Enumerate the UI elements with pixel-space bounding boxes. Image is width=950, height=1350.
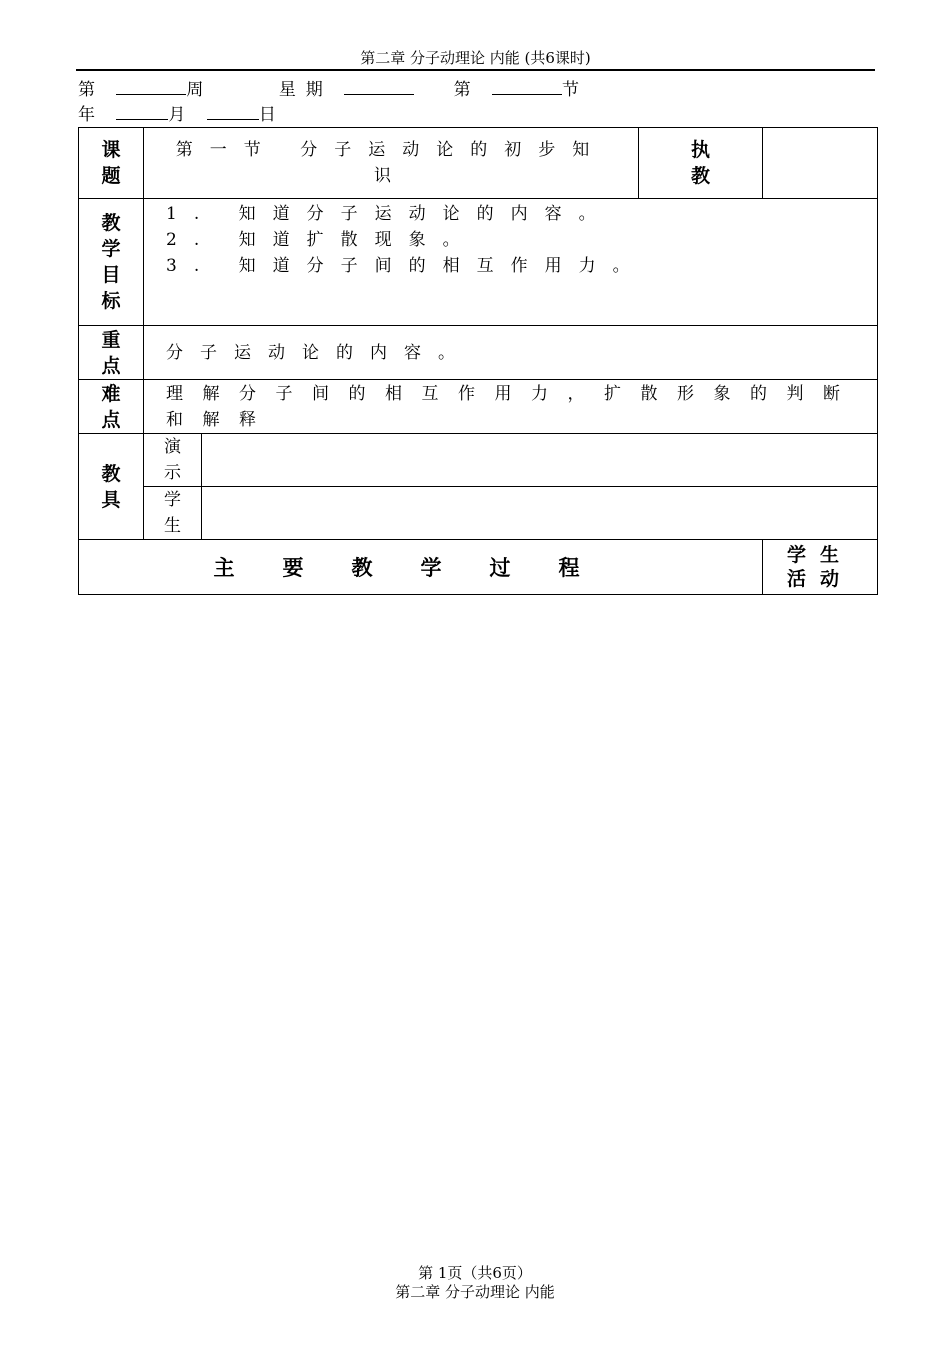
dateline-row-1: [78, 77, 579, 101]
period-blank[interactable]: [492, 77, 562, 95]
tools-student-label: 学 生: [144, 487, 202, 540]
process-label: 主要教学过程: [79, 540, 763, 594]
topic-label: 课 题: [79, 128, 144, 199]
label-zhou: 周: [186, 80, 204, 100]
label-jie: 节: [562, 80, 580, 100]
label-nian: 年: [78, 105, 95, 125]
label-ri: 日: [258, 105, 276, 125]
difficulty-row: [79, 380, 878, 434]
label-di-2: 第: [453, 80, 471, 100]
goal-item: 1. 知道分子运动论的内容。: [166, 204, 613, 224]
goal-item: 3. 知道分子间的相互作用力。: [166, 256, 647, 276]
footer-page-number: 第 1页（共6页）: [418, 1264, 532, 1282]
teacher-label: 执 教: [639, 128, 763, 199]
process-cell: [79, 540, 763, 595]
topic-row: [79, 128, 878, 199]
student-activity-label: 学生 活动: [763, 540, 878, 595]
footer-chapter: 第二章 分子动理论 内能: [395, 1283, 555, 1301]
goals-list: [144, 199, 878, 326]
page-header: [76, 48, 875, 71]
process-row: [79, 540, 878, 595]
tools-demo-label: 演 示: [144, 434, 202, 487]
tools-row-student: [79, 487, 878, 540]
label-yue: 月: [168, 105, 186, 125]
tools-demo-value[interactable]: [202, 434, 878, 487]
label-xingqi: 星期: [278, 80, 333, 100]
tools-label: 教 具: [79, 434, 144, 540]
header-title: 第二章 分子动理论 内能 (共6课时): [360, 49, 591, 67]
goal-item: 2. 知道扩散现象。: [166, 230, 477, 250]
weekday-blank[interactable]: [344, 77, 414, 95]
page-footer: [0, 1264, 950, 1302]
week-blank[interactable]: [116, 77, 186, 95]
goals-row: [79, 199, 878, 326]
key-row: [79, 326, 878, 380]
difficulty-label: 难 点: [79, 380, 144, 434]
label-di: 第: [78, 80, 95, 100]
difficulty-value: 理解分子间的相互作用力，扩散形象的判断和解释: [144, 380, 878, 434]
key-value: 分子运动论的内容。: [144, 326, 878, 380]
key-label: 重 点: [79, 326, 144, 380]
month-blank[interactable]: [116, 102, 168, 120]
dateline-row-2: [78, 102, 276, 126]
day-blank[interactable]: [207, 102, 259, 120]
tools-row-demo: [79, 434, 878, 487]
tools-student-value[interactable]: [202, 487, 878, 540]
topic-value: 第一节 分子运动论的初步知识: [144, 128, 639, 199]
goals-label: 教 学 目 标: [79, 199, 144, 326]
teacher-value[interactable]: [763, 128, 878, 199]
lesson-plan-table: [78, 127, 878, 595]
